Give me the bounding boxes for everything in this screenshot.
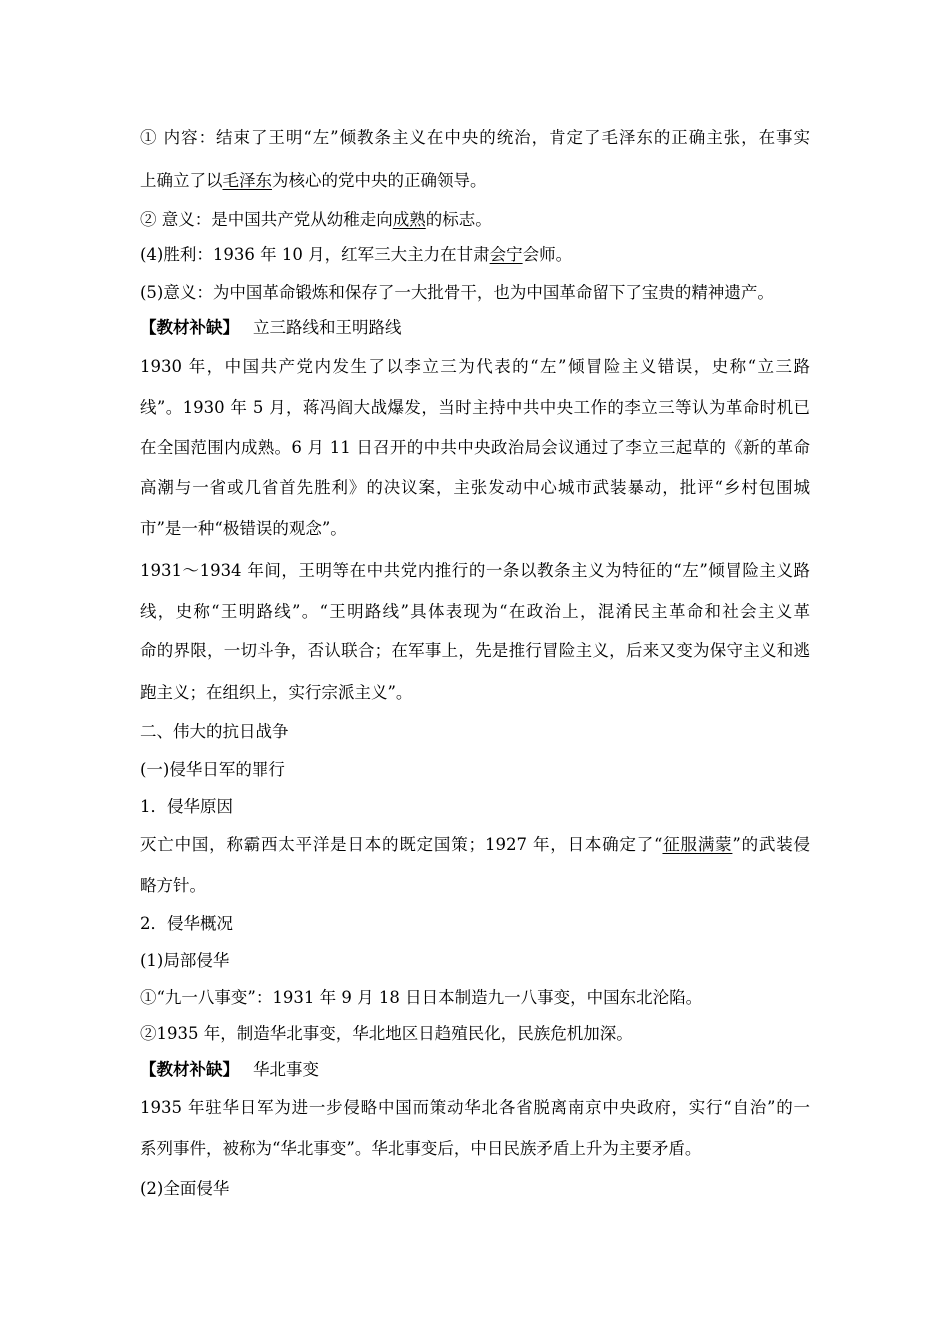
- text-run: 的标志。: [425, 210, 492, 229]
- paragraph-line: 线”。1930 年 5 月，蒋冯阎大战爆发，当时主持中共中央工作的李立三等认为革命时机已: [140, 398, 810, 417]
- underlined-term: 毛泽东: [222, 171, 272, 190]
- paragraph-line: [140, 244, 572, 266]
- item-heading: 1．侵华原因: [140, 797, 233, 816]
- paragraph-line: ① 内容：结束了王明“左”倾教条主义在中央的统治，肯定了毛泽东的正确主张，在事实: [140, 128, 810, 147]
- paragraph-line: 高潮与一省或几省首先胜利》的决议案，主张发动中心城市武装暴动，批评“乡村包围城: [140, 478, 810, 497]
- paragraph-line: 1931～1934 年间，王明等在中共党内推行的一条以教条主义为特征的“左”倾冒险主义路: [140, 561, 810, 580]
- paragraph-line: 1935 年驻华日军为进一步侵略中国而策动华北各省脱离南京中央政府，实行“自治”的一: [140, 1098, 810, 1117]
- text-run: 为核心的党中央的正确领导。: [272, 171, 487, 190]
- underlined-term: 征服满蒙: [662, 835, 733, 854]
- supplement-title: 立三路线和王明路线: [253, 318, 402, 337]
- paragraph-line: [140, 209, 492, 231]
- paragraph-line: 跑主义；在组织上，实行宗派主义”。: [140, 683, 413, 702]
- paragraph-line: ①“九一八事变”：1931 年 9 月 18 日日本制造九一八事变，中国东北沦陷。: [140, 988, 703, 1007]
- supplement-tag: 【教材补缺】: [140, 1060, 239, 1079]
- subsection-heading: (一)侵华日军的罪行: [140, 760, 285, 779]
- item-heading: (1)局部侵华: [140, 951, 230, 970]
- item-heading: (2)全面侵华: [140, 1179, 230, 1198]
- supplement-heading: [140, 1059, 319, 1081]
- paragraph-line: (5)意义：为中国革命锻炼和保存了一大批骨干，也为中国革命留下了宝贵的精神遗产。: [140, 283, 774, 302]
- text-run: 灭亡中国，称霸西太平洋是日本的既定国策；1927 年，日本确定了“: [140, 835, 663, 854]
- supplement-tag: 【教材补缺】: [140, 318, 239, 337]
- text-run: ”的武装侵: [732, 835, 811, 854]
- supplement-title: 华北事变: [253, 1060, 319, 1079]
- paragraph-line: ②1935 年，制造华北事变，华北地区日趋殖民化，民族危机加深。: [140, 1024, 633, 1043]
- paragraph-line: 市”是一种“极错误的观念”。: [140, 519, 347, 538]
- paragraph-line: 系列事件，被称为“华北事变”。华北事变后，中日民族矛盾上升为主要矛盾。: [140, 1139, 702, 1158]
- underlined-term: 成熟: [392, 210, 426, 229]
- section-heading: 二、伟大的抗日战争: [140, 722, 289, 741]
- text-run: 会师。: [522, 245, 573, 264]
- text-run: ② 意义：是中国共产党从幼稚走向: [140, 210, 393, 229]
- text-run: 上确立了以: [140, 171, 223, 190]
- paragraph-line: 略方针。: [140, 876, 206, 895]
- underlined-term: 会宁: [489, 245, 523, 264]
- paragraph-line: [140, 170, 487, 192]
- paragraph-line: 命的界限，一切斗争，否认联合；在军事上，先是推行冒险主义，后来又变为保守主义和逃: [140, 641, 810, 660]
- item-heading: 2．侵华概况: [140, 914, 233, 933]
- paragraph-line: 1930 年，中国共产党内发生了以李立三为代表的“左”倾冒险主义错误，史称“立三路: [140, 357, 810, 376]
- text-run: (4)胜利：1936 年 10 月，红军三大主力在甘肃: [140, 245, 490, 264]
- paragraph-line: [140, 834, 810, 856]
- paragraph-line: 在全国范围内成熟。6 月 11 日召开的中共中央政治局会议通过了李立三起草的《新的革命: [140, 438, 810, 457]
- supplement-heading: [140, 317, 402, 339]
- paragraph-line: 线，史称“王明路线”。“王明路线”具体表现为“在政治上，混淆民主革命和社会主义革: [140, 602, 810, 621]
